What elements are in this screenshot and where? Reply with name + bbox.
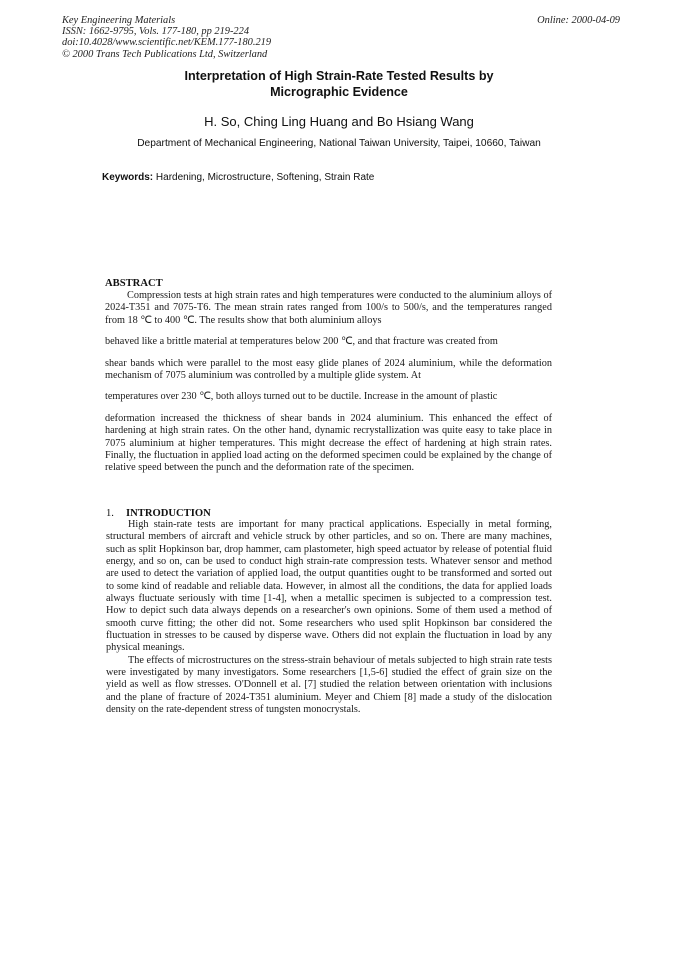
abstract-paragraph-5: deformation increased the thickness of shear bands in 2024 aluminium. This enhanced the effect of hardening at high strain rates. On the other hand, dynamic recrystallization was quite easy to take place in 7075 aluminium at higher temperatures. This might decrease the effect of hardening at high strain rates. Finally, the fluctuation in applied load acting on the deformed specimen could be explained by the change of relative speed between the punch and the deformation rate of the specimen. bbox=[105, 412, 552, 474]
doi-line: doi:10.4028/www.scientific.net/KEM.177-180.219 bbox=[62, 37, 272, 49]
abstract-body bbox=[105, 290, 552, 475]
title-line-1: Interpretation of High Strain-Rate Tested Results by bbox=[184, 69, 494, 83]
intro-paragraph-1: High stain-rate tests are important for many practical applications. Especially in metal forming, structural members of aircraft and vehicle struck by other particles, and so on. There are many machines, such as split Hopkinson bar, drop hammer, cam plastometer, high speed actuator by release of potential fluid energy, and so on, can be used to conduct high strain-rate compression tests. Whatever sensor and method are used to detect the variation of applied load, the output quantities ought to be transformed and sorted out to some kind of readable and reliable data. However, in almost all the conditions, the data for applied loads always fluctuate seriously with time [1-4], when a metallic specimen is subjected to a compression test. How to depict such data always depends on a researcher's own opinions. Some of them used a method of smooth curve fitting; the other did not. Some researchers who used split Hopkinson bar considered the fluctuation in stresses to be caused by disperse wave. Others did not explain the fluctuation in load by any physical meanings. bbox=[106, 519, 552, 654]
keywords-label: Keywords: bbox=[102, 172, 154, 183]
journal-header bbox=[62, 15, 271, 60]
introduction-body bbox=[106, 519, 552, 717]
paper-title bbox=[0, 68, 678, 100]
abstract-paragraph-1: Compression tests at high strain rates and high temperatures were conducted to the aluminium alloys of 2024-T351 and 7075-T6. The mean strain rates ranged from 100/s to 500/s, and the temperatures ranged from 18 ℃ to 400 ℃. The results show that both aluminium alloys bbox=[105, 290, 552, 326]
affiliation: Department of Mechanical Engineering, National Taiwan University, Taipei, 10660, Taiwan bbox=[137, 138, 541, 149]
abstract-paragraph-3: shear bands which were parallel to the most easy glide planes of 2024 aluminium, while the deformation mechanism of 7075 aluminium was controlled by a multiple glide system. At bbox=[105, 357, 552, 382]
title-line-2: Micrographic Evidence bbox=[270, 85, 408, 99]
keywords-list: Hardening, Microstructure, Softening, Strain Rate bbox=[155, 172, 375, 183]
section-title: INTRODUCTION bbox=[126, 508, 211, 519]
intro-paragraph-2: The effects of microstructures on the stress-strain behaviour of metals subjected to high strain rate tests were investigated by many investigators. Some researchers [1,5-6] studied the effect of grain size on the yield as well as flow stresses. O'Donnell et al. [7] studied the relation between orientation with inclusions and the plane of fracture of 2024-T351 aluminium. Meyer and Chiem [8] made a study of the dislocation density on the rate-dependent stress of tungsten monocrystals. bbox=[106, 654, 552, 716]
copyright-line: © 2000 Trans Tech Publications Ltd, Switzerland bbox=[62, 48, 268, 60]
abstract-paragraph-2: behaved like a brittle material at temperatures below 200 ℃, and that fracture was created from bbox=[105, 336, 498, 348]
issn-line: ISSN: 1662-9795, Vols. 177-180, pp 219-224 bbox=[62, 26, 250, 38]
introduction-heading bbox=[106, 508, 211, 519]
journal-name: Key Engineering Materials bbox=[62, 15, 176, 26]
keywords bbox=[102, 172, 374, 183]
abstract-heading: ABSTRACT bbox=[105, 278, 163, 289]
online-date: Online: 2000-04-09 bbox=[537, 15, 620, 26]
abstract-paragraph-4: temperatures over 230 ℃, both alloys turned out to be ductile. Increase in the amount of plastic bbox=[105, 391, 498, 403]
section-number: 1. bbox=[106, 508, 114, 519]
authors: H. So, Ching Ling Huang and Bo Hsiang Wang bbox=[204, 114, 474, 129]
